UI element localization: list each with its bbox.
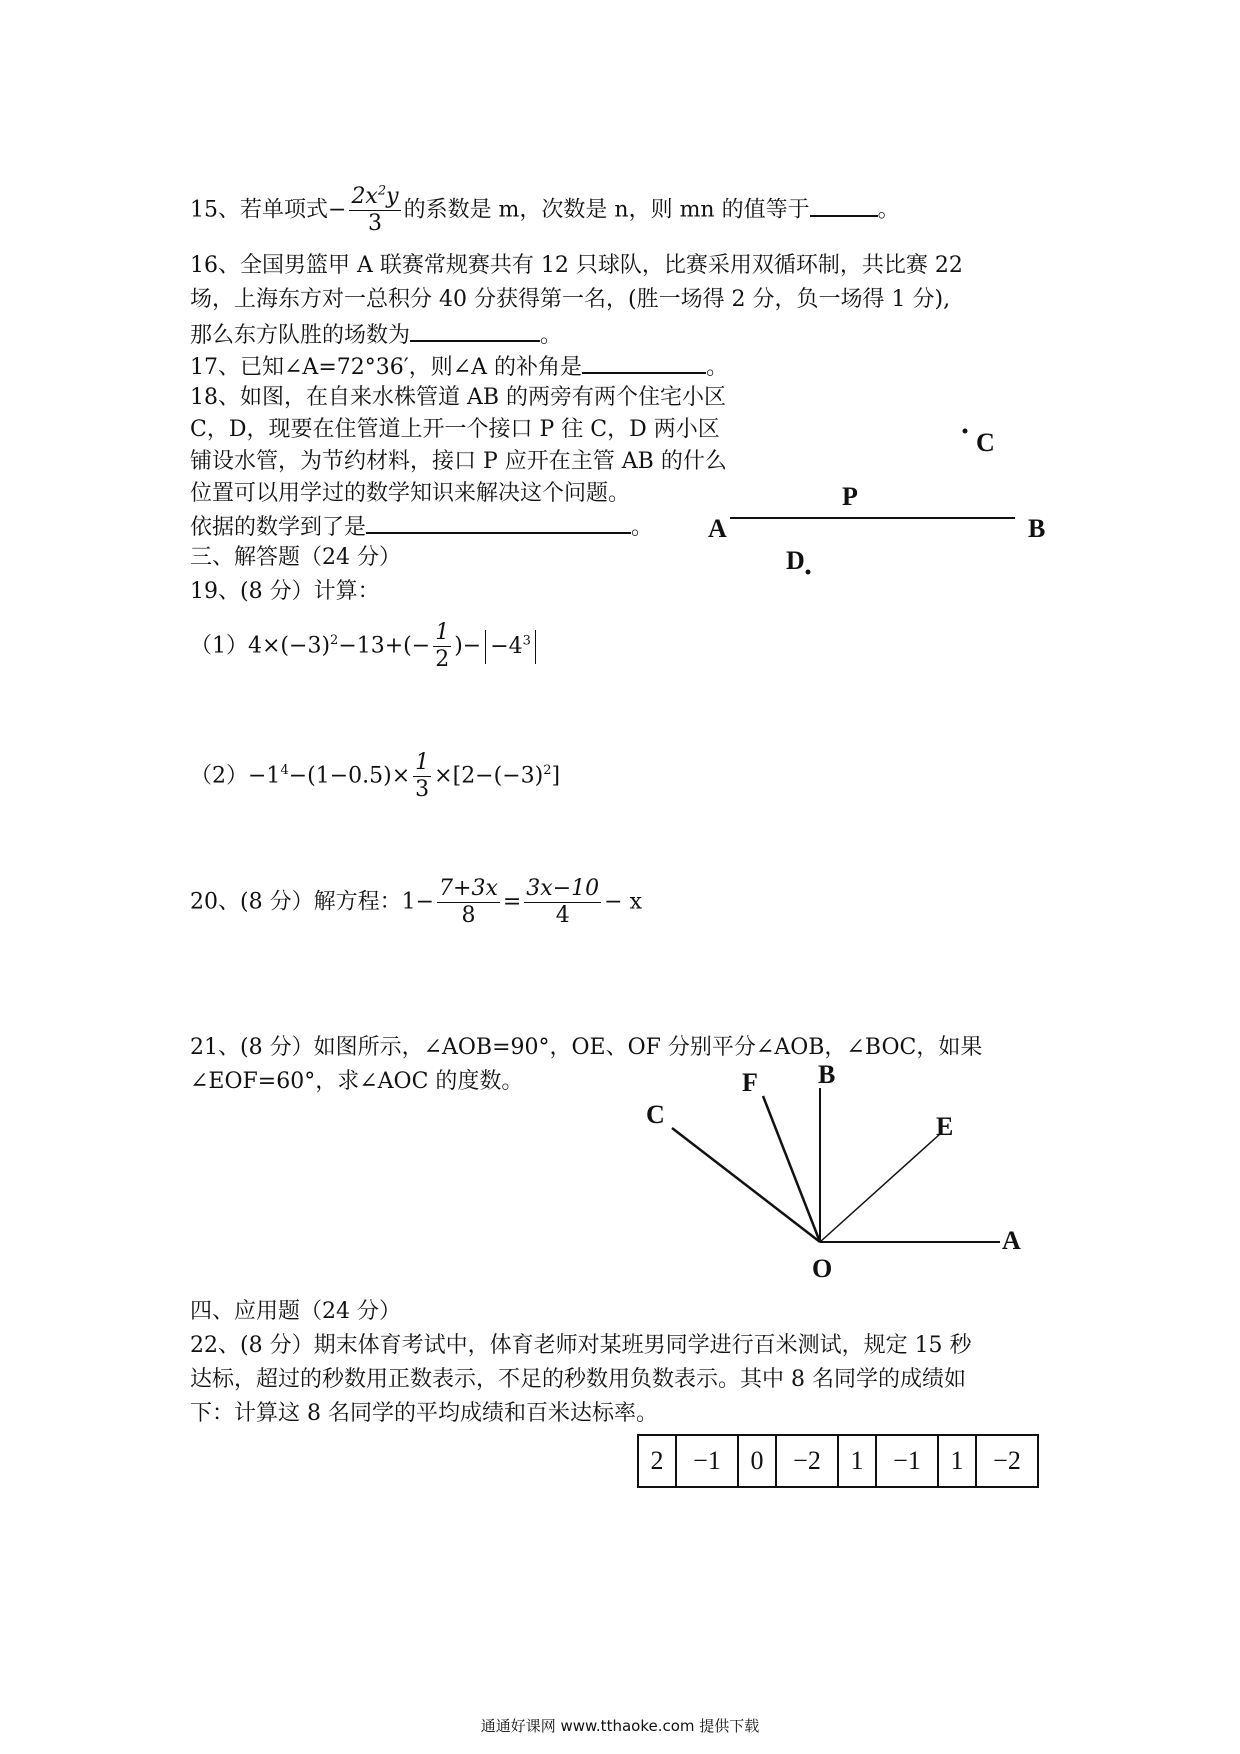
q16-line1: 16、全国男篮甲 A 联赛常规赛共有 12 只球队，比赛采用双循环制，共比赛 22 bbox=[190, 253, 963, 278]
q19-p2-fraction bbox=[413, 750, 431, 803]
q19-p2-c: ×[2−(−3) bbox=[434, 763, 544, 789]
q15-prefix: 15、若单项式 bbox=[190, 197, 328, 223]
q19-part1 bbox=[190, 620, 536, 673]
q22-score-cell: −2 bbox=[976, 1435, 1038, 1487]
q19-p1-abs-exp: 3 bbox=[522, 633, 531, 649]
q19-p1-label: （1） bbox=[190, 633, 248, 659]
q18-label-a: A bbox=[708, 514, 727, 543]
q21-label-b: B bbox=[818, 1060, 836, 1089]
q20-num2: 3x−10 bbox=[526, 876, 600, 901]
q15-answer-blank[interactable] bbox=[810, 195, 878, 217]
q18-point-d bbox=[806, 570, 811, 575]
q21-label-a: A bbox=[1002, 1226, 1021, 1255]
q18-figure bbox=[700, 420, 1060, 580]
q18-line5-wrap bbox=[190, 512, 653, 542]
q15-suffix: 的系数是 m，次数是 n，则 mn 的值等于 bbox=[403, 197, 810, 223]
q17-end: 。 bbox=[706, 355, 729, 380]
q21-label-o: O bbox=[812, 1254, 833, 1283]
q19-p1-a: 4×(−3) bbox=[248, 633, 331, 659]
q20-lhs-a: 1− bbox=[401, 889, 435, 915]
q15-num-b: y bbox=[386, 184, 399, 209]
q22-score-cell: 1 bbox=[938, 1435, 976, 1487]
q17-text: 17、已知∠A=72°36′，则∠A 的补角是 bbox=[190, 355, 583, 380]
q22-score-cell: 0 bbox=[738, 1435, 776, 1487]
q18-answer-blank[interactable] bbox=[366, 512, 631, 534]
q18-label-p: P bbox=[842, 482, 858, 511]
q22-score-cell: −1 bbox=[676, 1435, 738, 1487]
section-3-heading: 三、解答题（24 分） bbox=[190, 545, 401, 570]
q16-line3-wrap bbox=[190, 320, 562, 350]
q20-num1: 7+3x bbox=[439, 876, 498, 901]
q19-title: 19、(8 分）计算： bbox=[190, 579, 380, 604]
q19-part2 bbox=[190, 750, 560, 803]
q21-line2: ∠EOF=60°，求∠AOC 的度数。 bbox=[190, 1069, 524, 1094]
q15-num-exp: 2 bbox=[377, 183, 387, 199]
q15-end: 。 bbox=[877, 197, 900, 223]
q21-line1: 21、(8 分）如图所示，∠AOB=90°，OE、OF 分别平分∠AOB，∠BOC，如果 bbox=[190, 1035, 983, 1060]
q15-fraction bbox=[349, 184, 400, 237]
q19-p2-exp2: 2 bbox=[543, 763, 552, 779]
question-20 bbox=[190, 876, 642, 929]
q19-p1-c: )− bbox=[454, 633, 482, 659]
q19-p1-abs-value: −4 bbox=[490, 633, 523, 659]
q20-rhs-b: − x bbox=[604, 889, 642, 915]
q19-p2-a: −1 bbox=[248, 763, 281, 789]
q20-fraction-2 bbox=[524, 876, 601, 929]
q22-score-table bbox=[637, 1434, 1039, 1488]
q18-end: 。 bbox=[631, 515, 654, 540]
q20-fraction-1 bbox=[437, 876, 500, 929]
q19-p2-num: 1 bbox=[415, 750, 430, 775]
q19-p1-b: −13+(− bbox=[338, 633, 431, 659]
section-4-heading: 四、应用题（24 分） bbox=[190, 1299, 401, 1324]
q18-line3: 铺设水管，为节约材料，接口 P 应开在主管 AB 的什么 bbox=[190, 449, 727, 474]
q22-score-cell: −1 bbox=[876, 1435, 938, 1487]
question-17 bbox=[190, 352, 728, 382]
q18-line2: C，D，现要在住管道上开一个接口 P 往 C，D 两小区 bbox=[190, 417, 720, 442]
q18-label-c: C bbox=[976, 428, 995, 457]
q19-p1-exp: 2 bbox=[330, 633, 339, 649]
q21-ray-oe bbox=[820, 1134, 940, 1242]
q19-p1-abs bbox=[485, 630, 536, 664]
question-15 bbox=[190, 184, 900, 237]
q21-figure bbox=[660, 1070, 1020, 1270]
q22-line1: 22、(8 分）期末体育考试中，体育老师对某班男同学进行百米测试，规定 15 秒 bbox=[190, 1333, 972, 1358]
q18-label-d: D bbox=[786, 546, 805, 575]
q18-line5: 依据的数学到了是 bbox=[190, 515, 367, 540]
q15-den: 3 bbox=[368, 211, 382, 236]
q19-p1-num: 1 bbox=[435, 620, 450, 645]
q21-label-c: C bbox=[646, 1100, 665, 1129]
q17-answer-blank[interactable] bbox=[582, 352, 706, 374]
q19-p2-exp: 4 bbox=[280, 763, 289, 779]
q20-den2: 4 bbox=[555, 903, 570, 928]
q22-line3: 下：计算这 8 名同学的平均成绩和百米达标率。 bbox=[190, 1401, 658, 1426]
q16-line3: 那么东方队胜的场数为 bbox=[190, 323, 411, 348]
q15-num-a: 2x bbox=[351, 184, 378, 209]
q20-title: 20、(8 分）解方程： bbox=[190, 889, 402, 915]
q18-label-b: B bbox=[1028, 514, 1046, 543]
q16-answer-blank[interactable] bbox=[410, 320, 540, 342]
q21-label-e: E bbox=[936, 1112, 954, 1141]
q21-label-f: F bbox=[742, 1068, 758, 1097]
q18-point-c bbox=[963, 429, 968, 434]
q16-line2: 场，上海东方对一总积分 40 分获得第一名，(胜一场得 2 分，负一场得 1 分), bbox=[190, 287, 951, 312]
q18-line4: 位置可以用学过的数学知识来解决这个问题。 bbox=[190, 481, 631, 506]
q19-p2-b: −(1−0.5)× bbox=[288, 763, 411, 789]
q22-line2: 达标，超过的秒数用正数表示，不足的秒数用负数表示。其中 8 名同学的成绩如 bbox=[190, 1367, 966, 1392]
q19-p1-fraction bbox=[433, 620, 451, 673]
q19-p1-den: 2 bbox=[435, 647, 450, 672]
q22-score-row bbox=[638, 1435, 1038, 1487]
q22-score-cell: −2 bbox=[776, 1435, 838, 1487]
page-footer: 通通好课网 www.tthaoke.com 提供下载 bbox=[480, 1717, 760, 1735]
q19-p2-label: （2） bbox=[190, 763, 248, 789]
q18-line1: 18、如图，在自来水株管道 AB 的两旁有两个住宅小区 bbox=[190, 385, 727, 410]
q22-score-cell: 1 bbox=[838, 1435, 876, 1487]
q19-p2-d: ] bbox=[551, 763, 561, 789]
q20-equals: = bbox=[502, 889, 522, 915]
q22-score-cell: 2 bbox=[638, 1435, 676, 1487]
q16-end: 。 bbox=[540, 323, 563, 348]
q20-den1: 8 bbox=[461, 903, 476, 928]
q19-p2-den: 3 bbox=[415, 777, 430, 802]
q15-minus: − bbox=[328, 197, 347, 223]
